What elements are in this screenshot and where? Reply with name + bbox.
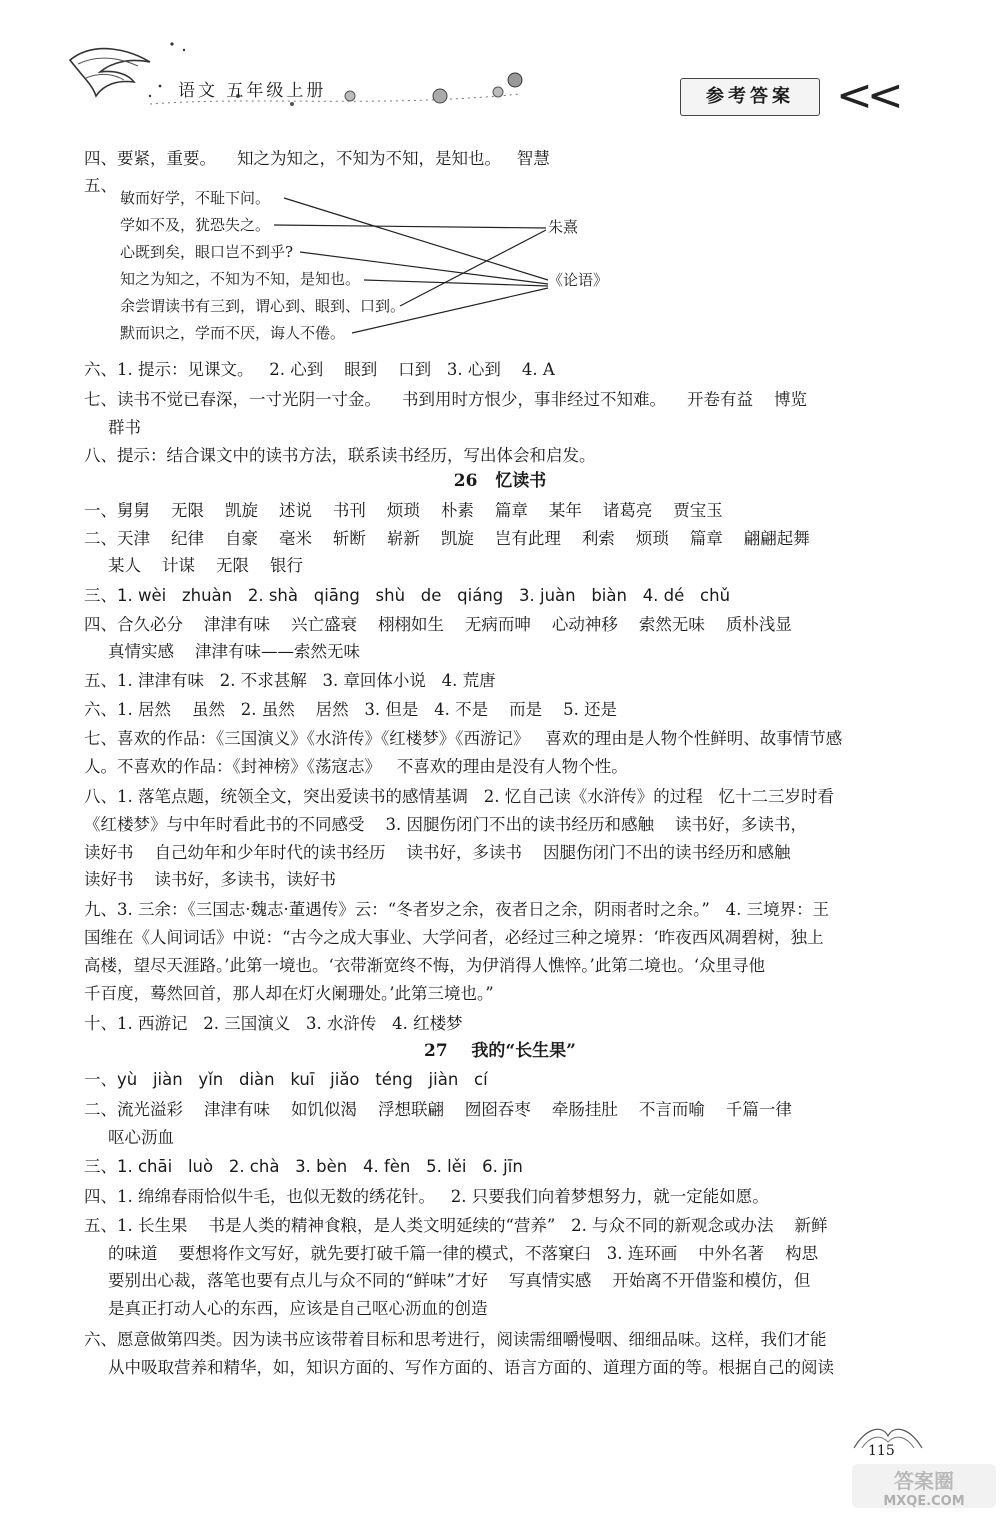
answer-line: 的味道 要想将作文写好，就先要打破千篇一律的模式，不落窠臼 3. 连环画 中外名著 构思 (108, 1244, 819, 1263)
answer-line: 千百度，蓦然回首，那人却在灯火阑珊处。’此第三境也。” (84, 984, 494, 1003)
answer-line: 九、3. 三余：《三国志·魏志·董遇传》云：“冬者岁之余，夜者日之余，阴雨者时之余。” 4. 三境界：王 (84, 900, 830, 919)
answer-line: 二、流光溢彩 津津有味 如饥似渴 浮想联翩 囫囵吞枣 牵肠挂肚 不言而喻 千篇一律 (84, 1100, 792, 1119)
answer-line: 七、读书不觉已春深，一寸光阴一寸金。 书到用时方恨少，事非经过不知难。 开卷有益 博览 (84, 390, 807, 409)
answer-line: 六、愿意做第四类。因为读书应该带着目标和思考进行，阅读需细嚼慢咽、细细品味。这样，我们才能 (84, 1330, 827, 1349)
page-number: 115 (868, 1443, 895, 1459)
header-subject: 语文 五年级上册 (178, 81, 327, 101)
match-left-item: 余尝谓读书有三到，谓心到、眼到、口到。 (120, 297, 406, 315)
match-left-item: 敏而好学，不耻下问。 (120, 189, 271, 207)
answer-line: 从中吸取营养和精华，如，知识方面的、写作方面的、语言方面的、道理方面的等。根据自己的阅读 (108, 1358, 834, 1377)
answer-line: 五、 (84, 176, 117, 195)
answer-line: 四、要紧，重要。 知之为知之，不知为不知，是知也。 智慧 (84, 149, 550, 168)
answer-line: 某人 计谋 无限 银行 (108, 556, 303, 575)
answer-line: 四、合久必分 津津有味 兴亡盛衰 栩栩如生 无病而呻 心动神移 索然无味 质朴浅显 (84, 615, 792, 634)
answer-line: 二、天津 纪律 自豪 毫米 斩断 崭新 凯旋 岂有此理 利索 烦琐 篇章 翩翩起舞 (84, 529, 810, 548)
answer-line: 五、1. 津津有味 2. 不求甚解 3. 章回体小说 4. 荒唐 (84, 671, 496, 690)
section-title: 27 我的“长生果” (424, 1041, 576, 1061)
answer-line: 读好书 自己幼年和少年时代的读书经历 读书好，多读书 因腿伤闭门不出的读书经历和感触 (84, 843, 791, 862)
answer-line: 五、1. 长生果 书是人类的精神食粮，是人类文明延续的“营养” 2. 与众不同的新观念或办法 新鲜 (84, 1216, 828, 1235)
answer-line: 一、舅舅 无限 凯旋 述说 书刊 烦琐 朴素 篇章 某年 诸葛亮 贾宝玉 (84, 501, 723, 520)
answer-line: 呕心沥血 (108, 1128, 174, 1147)
match-left-item: 默而识之，学而不厌，诲人不倦。 (120, 324, 346, 342)
answer-line: 一、yù jiàn yǐn diàn kuī jiǎo téng jiàn cí (84, 1070, 488, 1089)
answer-line: 群书 (108, 418, 141, 437)
match-left-item: 知之为知之，不知为不知，是知也。 (120, 270, 361, 288)
answer-line: 三、1. chāi luò 2. chà 3. bèn 4. fèn 5. lěi 6. jīn (84, 1157, 523, 1176)
answer-line: 高楼，望尽天涯路。’此第一境也。‘衣带渐宽终不悔，为伊消得人憔悴。’此第二境也。‘众里寻他 (84, 956, 765, 975)
answer-line: 真情实感 津津有味——索然无味 (108, 642, 360, 661)
match-right-item: 朱熹 (548, 218, 579, 236)
svg-text:答案圈: 答案圈 (894, 1469, 954, 1493)
answer-line: 六、1. 居然 虽然 2. 虽然 居然 3. 但是 4. 不是 而是 5. 还是 (84, 700, 618, 719)
answer-line: 八、提示：结合课文中的读书方法，联系读书经历，写出体会和启发。 (84, 446, 596, 465)
section-title: 26 忆读书 (453, 471, 547, 491)
answer-line: 八、1. 落笔点题，统领全文，突出爱读书的感情基调 2. 忆自己读《水浒传》的过程 忆十二三岁时看 (84, 787, 834, 806)
match-right-item: 《论语》 (548, 271, 609, 289)
answer-line: 《红楼梦》与中年时看此书的不同感受 3. 因腿伤闭门不出的读书经历和感触 读书好，多读书， (84, 815, 807, 834)
answer-line: 四、1. 绵绵春雨恰似牛毛，也似无数的绣花针。 2. 只要我们向着梦想努力，就一定能如愿。 (84, 1187, 769, 1206)
answer-line: 七、喜欢的作品：《三国演义》《水浒传》《红楼梦》《西游记》 喜欢的理由是人物个性鲜明、故事情节感 (84, 729, 843, 748)
matching-lines (0, 0, 1000, 400)
chevron-left-icon: << (836, 70, 898, 121)
answer-line: 十、1. 西游记 2. 三国演义 3. 水浒传 4. 红楼梦 (84, 1014, 463, 1033)
answer-line: 国维在《人间词话》中说：“古今之成大事业、大学问者，必经过三种之境界：‘昨夜西风凋碧树，独上 (84, 928, 824, 947)
answer-line: 人。不喜欢的作品：《封神榜》《荡寇志》 不喜欢的理由是没有人物个性。 (84, 757, 628, 776)
answer-line: 六、1. 提示：见课文。 2. 心到 眼到 口到 3. 心到 4. A (84, 360, 555, 379)
svg-text:MXQE.COM: MXQE.COM (883, 1494, 965, 1509)
answer-line: 三、1. wèi zhuàn 2. shà qiāng shù de qiáng 3. juàn biàn 4. dé chǔ (84, 586, 731, 605)
answer-key-label: 参考答案 (680, 78, 820, 116)
watermark-logo (848, 1458, 1000, 1512)
match-left-item: 心既到矣，眼口岂不到乎? (120, 243, 294, 261)
answer-line: 读好书 读书好，多读书，读好书 (84, 870, 336, 889)
match-left-item: 学如不及，犹恐失之。 (120, 216, 271, 234)
answer-line: 要别出心裁，落笔也要有点儿与众不同的“鲜味”才好 写真情实感 开始离不开借鉴和模仿，但 (108, 1271, 811, 1290)
answer-line: 是真正打动人心的东西，应该是自己呕心沥血的创造 (108, 1299, 488, 1318)
